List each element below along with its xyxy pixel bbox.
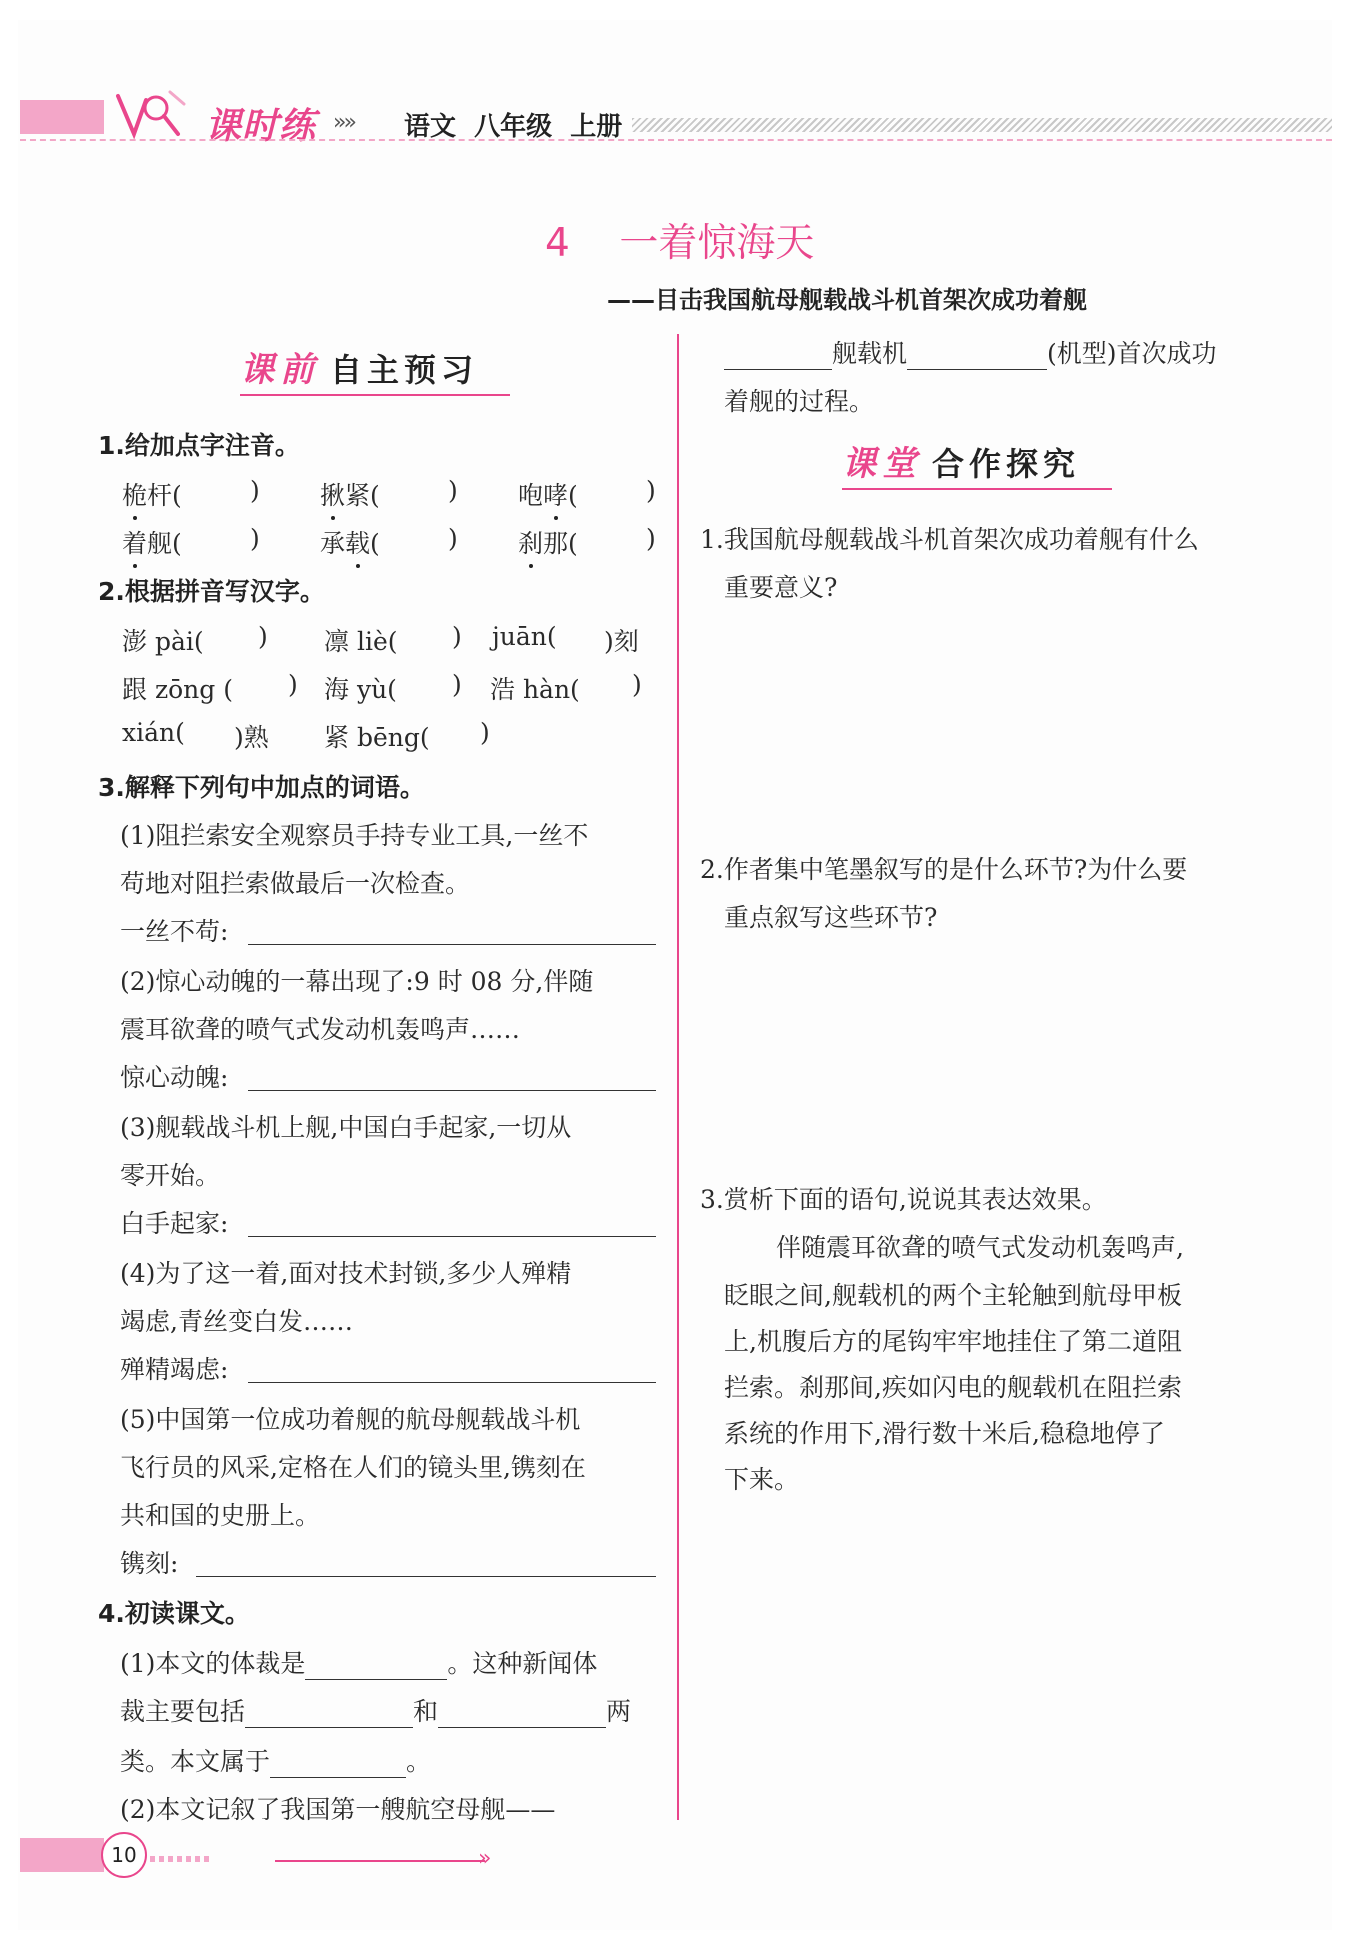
subject-label: 语文 八年级 上册 [404,112,623,142]
section-banner-explore [842,436,1122,498]
fill-blank[interactable] [305,1653,447,1680]
banner-red-text: 课前 [240,350,320,390]
q3-sentence-5b: 飞行员的风采,定格在人们的镜头里,镌刻在 [120,1453,586,1482]
q2-item: )熟 [234,723,269,752]
q1-item-3: 咆哮( [518,476,578,512]
q2-item: ) [452,622,462,651]
footer-dots [150,1856,210,1862]
header-divider [20,139,1332,141]
q3-sentence-4a: (4)为了这一着,面对技术封锁,多少人殚精 [120,1259,572,1288]
fill-blank[interactable] [907,343,1047,370]
q2-item: xián( [122,718,185,747]
footer-arrow-icon: » [478,1846,492,1871]
lesson-title: 4 一着惊海天 [545,221,815,266]
brand-logo-icon [112,86,192,142]
q4-line-1: (1)本文的体裁是 。这种新闻体 [120,1649,598,1678]
q2-item: ) [480,718,490,747]
q2-item: ) [632,670,642,699]
q1-item-6: 刹那( [518,524,578,560]
explore-q2-line-2: 重点叙写这些环节? [724,903,938,932]
banner-underline [240,394,510,396]
fill-blank[interactable] [245,1701,413,1728]
passage-line: 上,机腹后方的尾钩牢牢地挂住了第二道阻 [724,1327,1182,1356]
question-2-title: 2.根据拼音写汉字。 [98,577,325,606]
explore-q1-line-2: 重要意义? [724,573,838,602]
q3-word-4: 殚精竭虑: [120,1355,229,1384]
q1-close-3: ) [646,476,656,505]
q4-continuation-1: 舰载机 (机型)首次成功 [724,334,1217,370]
answer-line[interactable] [248,944,656,945]
page-number: 10 [101,1832,147,1878]
q2-item: )刻 [604,627,639,656]
q3-word-5: 镌刻: [120,1549,179,1578]
q4-line-2: 裁主要包括 和 两 [120,1697,632,1726]
q2-item: 海 yù( [324,675,397,704]
q4-line-3: 类。本文属于 。 [120,1747,432,1776]
lesson-subtitle: ——目击我国航母舰载战斗机首架次成功着舰 [607,286,1087,314]
answer-line[interactable] [248,1236,656,1237]
question-3-title: 3.解释下列句中加点的词语。 [98,773,425,802]
q2-item: juān( [492,622,557,651]
q3-word-2: 惊心动魄: [120,1063,229,1092]
q1-close-2: ) [448,476,458,505]
question-1-title: 1.给加点字注音。 [98,431,300,460]
q3-sentence-3a: (3)舰载战斗机上舰,中国白手起家,一切从 [120,1113,572,1142]
q3-word-3: 白手起家: [120,1209,229,1238]
passage-line: 系统的作用下,滑行数十米后,稳稳地停了 [724,1419,1165,1448]
q1-item-1: 桅杆( [122,476,182,512]
brand-name: 课时练 [205,106,317,147]
q1-item-2: 揪紧( [320,476,380,512]
q1-close-4: ) [250,524,260,553]
fill-blank[interactable] [724,343,832,370]
answer-line[interactable] [248,1382,656,1383]
q2-item: 浩 hàn( [490,675,580,704]
q2-item: 紧 bēng( [324,723,430,752]
q3-sentence-2b: 震耳欲聋的喷气式发动机轰鸣声…… [120,1015,521,1044]
q2-item: 澎 pài( [122,627,204,656]
banner-black-text: 自主预习 [330,351,479,389]
q1-close-5: ) [448,524,458,553]
banner-black-text: 合作探究 [932,445,1081,483]
header-arrows: »» [333,110,354,135]
q3-sentence-5a: (5)中国第一位成功着舰的航母舰载战斗机 [120,1405,581,1434]
explore-q2-line-1: 2.作者集中笔墨叙写的是什么环节?为什么要 [700,855,1188,884]
q1-item-4: 着舰( [122,524,182,560]
passage-line: 下来。 [724,1465,800,1494]
q4-line-4: (2)本文记叙了我国第一艘航空母舰—— [120,1795,556,1824]
passage-line: 伴随震耳欲聋的喷气式发动机轰鸣声, [776,1233,1184,1262]
q1-close-6: ) [646,524,656,553]
banner-underline [842,488,1112,490]
q1-item-5: 承载( [320,524,380,560]
explore-q1-line-1: 1.我国航母舰载战斗机首架次成功着舰有什么 [700,525,1199,554]
q3-sentence-5c: 共和国的史册上。 [120,1501,321,1530]
passage-line: 拦索。刹那间,疾如闪电的舰载机在阻拦索 [724,1373,1182,1402]
q3-sentence-4b: 竭虑,青丝变白发…… [120,1307,353,1336]
q3-sentence-2a: (2)惊心动魄的一幕出现了:9 时 08 分,伴随 [120,967,594,996]
q3-word-1: 一丝不苟: [120,917,229,946]
explore-q3-title: 3.赏析下面的语句,说说其表达效果。 [700,1185,1107,1214]
q2-item: 凛 liè( [324,627,398,656]
q1-close-1: ) [250,476,260,505]
footer-line [275,1860,485,1862]
column-separator [677,334,679,1820]
passage-line: 眨眼之间,舰载机的两个主轮触到航母甲板 [724,1281,1182,1310]
fill-blank[interactable] [438,1701,606,1728]
answer-line[interactable] [248,1090,656,1091]
q2-item: ) [258,622,268,651]
q3-sentence-3b: 零开始。 [120,1161,221,1190]
q2-item: ) [288,670,298,699]
fill-blank[interactable] [270,1751,406,1778]
banner-red-text: 课堂 [842,444,922,484]
answer-line[interactable] [196,1576,656,1577]
section-banner-preview [240,342,520,404]
q2-item: 跟 zōng ( [122,675,233,704]
q2-item: ) [452,670,462,699]
header-color-band [20,100,104,134]
q4-continuation-2: 着舰的过程。 [724,387,875,416]
q3-sentence-1b: 苟地对阻拦索做最后一次检查。 [120,869,471,898]
footer-color-band [20,1838,104,1872]
question-4-title: 4.初读课文。 [98,1599,250,1628]
q3-sentence-1a: (1)阻拦索安全观察员手持专业工具,一丝不 [120,821,589,850]
header-hatch-pattern [632,118,1332,132]
